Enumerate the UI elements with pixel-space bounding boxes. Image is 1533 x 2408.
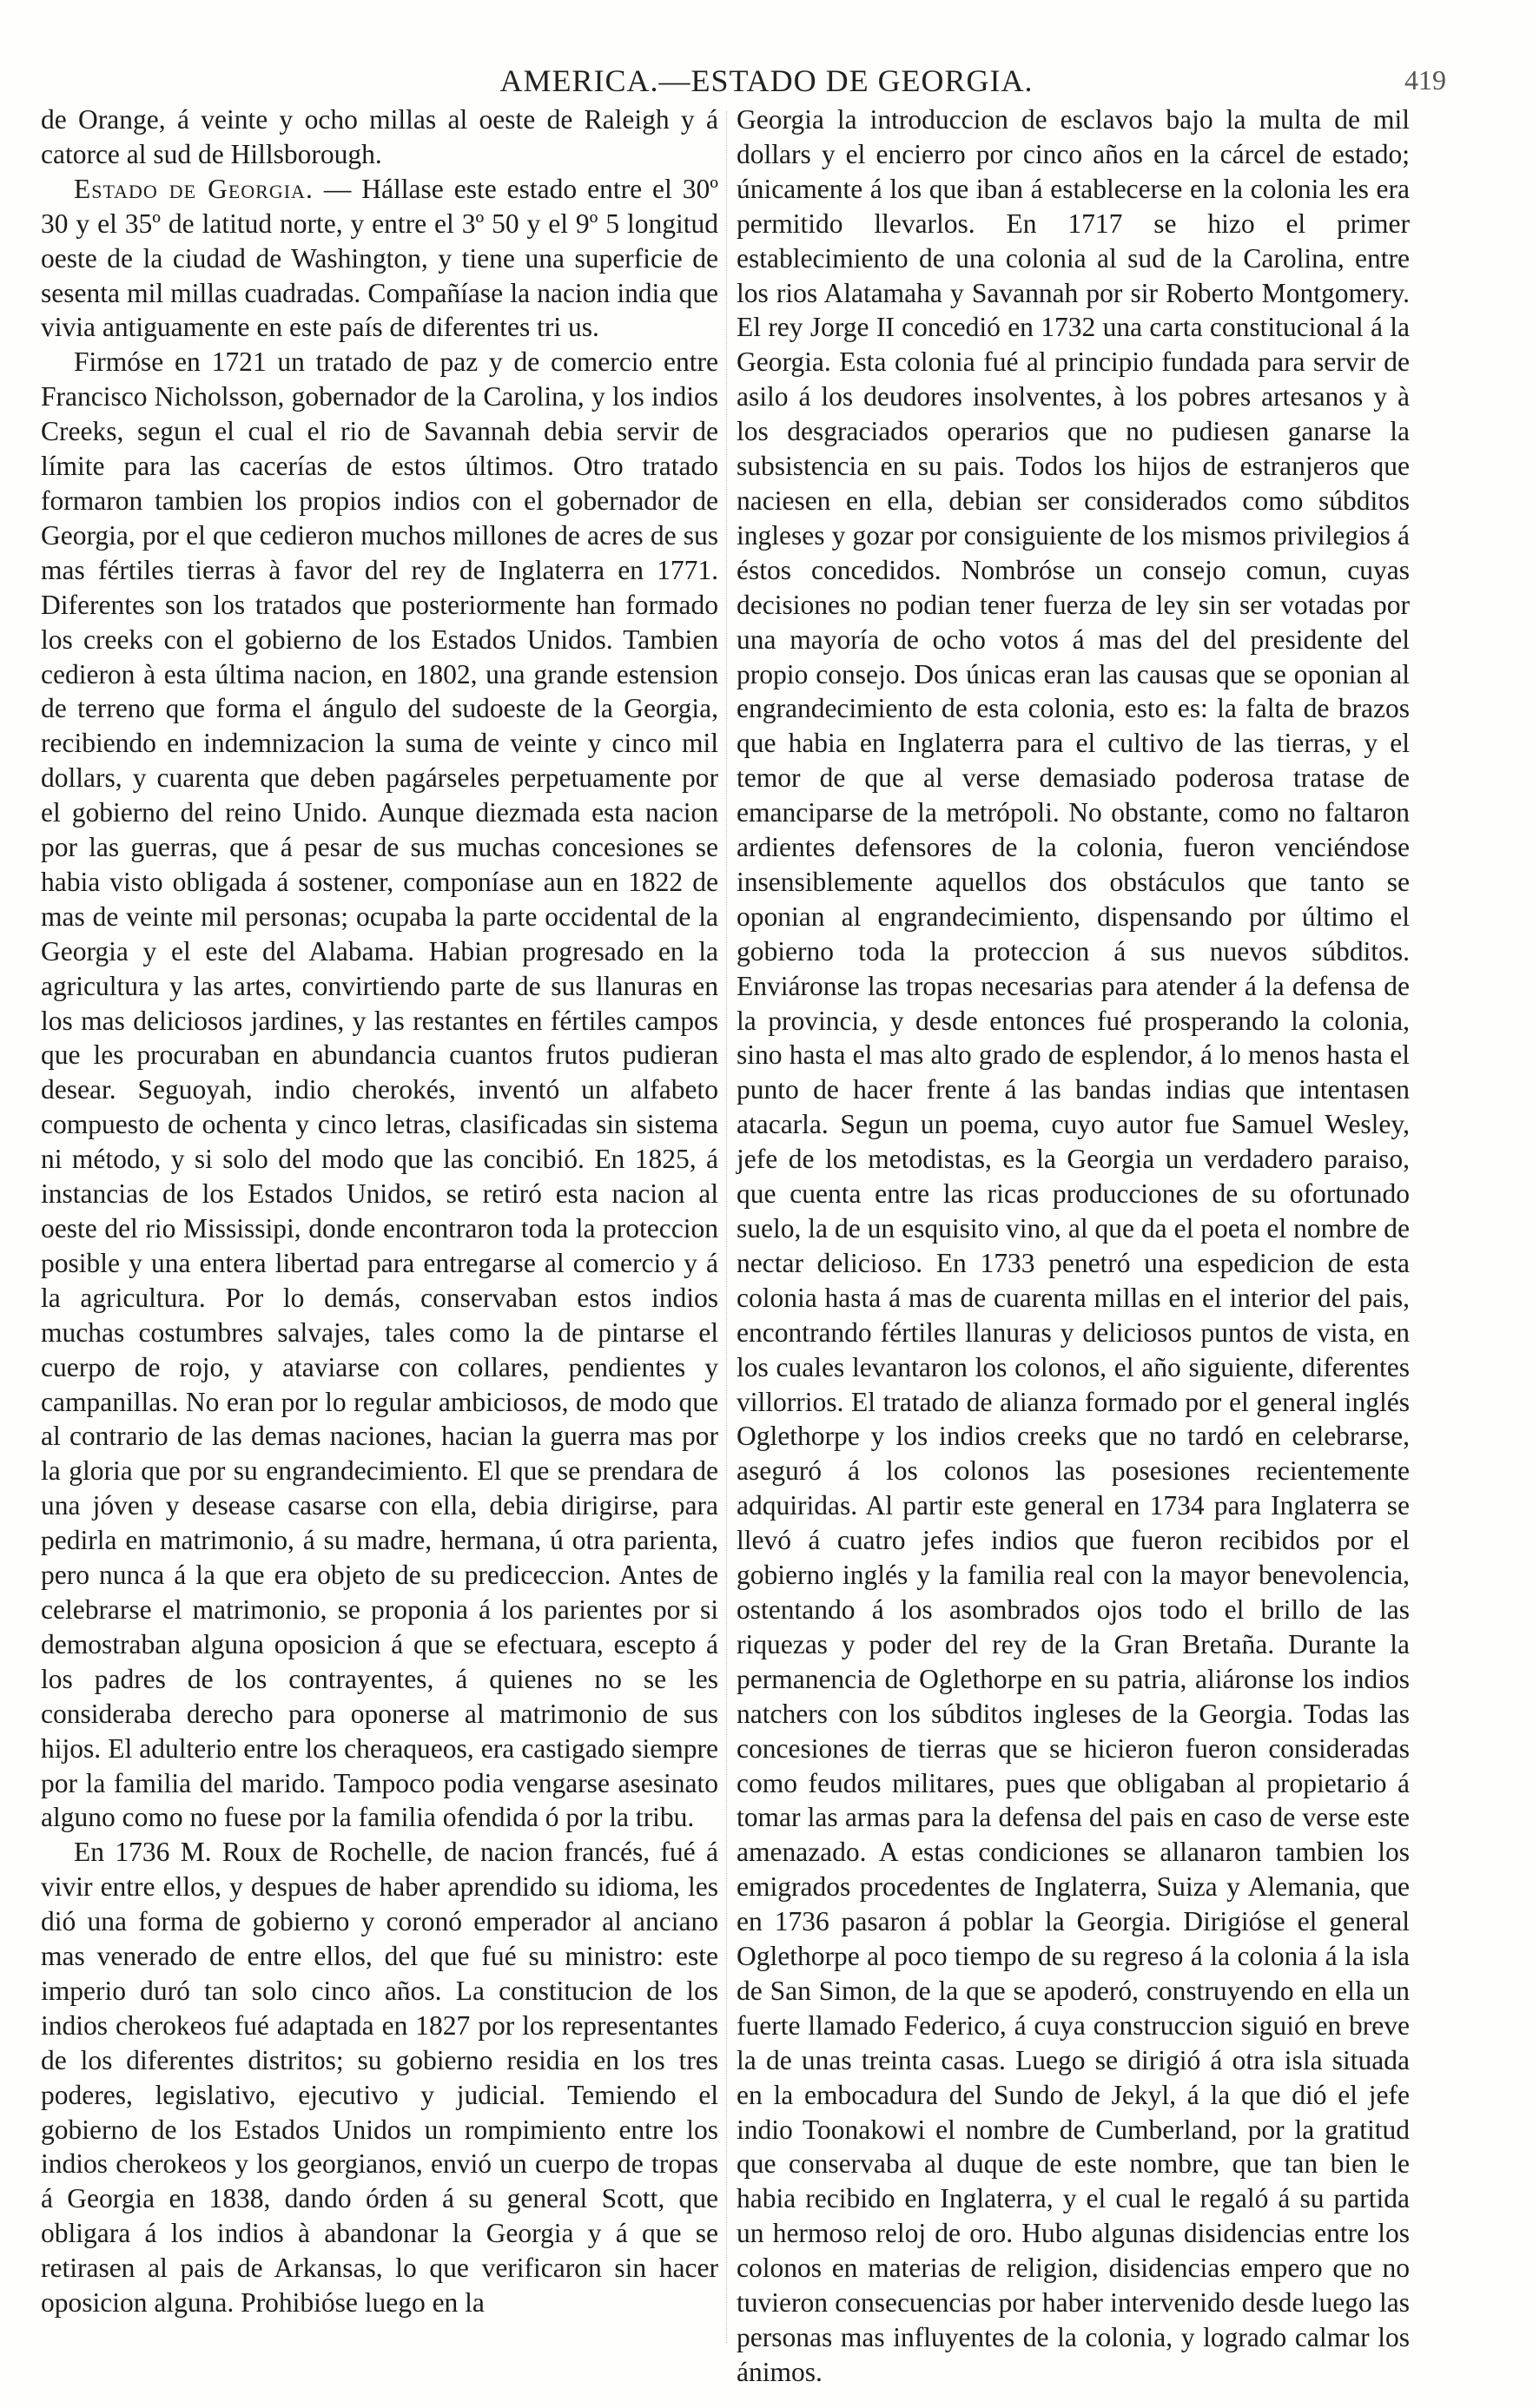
running-header: AMERICA.—ESTADO DE GEORGIA. [499, 63, 1034, 98]
page-number: 419 [1404, 64, 1446, 96]
paragraph-colony: Georgia la introduccion de esclavos bajo la multa de mil dollars y el encierro por cinco años en la cárcel de estado; únicamente á los que iban á establecerse en la colonia les era permitido llevarlos. En 1717 se hizo el primer establecimiento de una colonia al sud de la Carolina, entre los rios Alatamaha y Savannah por sir Roberto Montgomery. El rey Jorge II concedió en 1732 una carta constitucional á la Georgia. Esta colonia fué al principio fundada para servir de asilo á los deudores insolventes, à los pobres artesanos y à los desgraciados operarios que no pudiesen ganarse la subsistencia en su pais. Todos los hijos de estranjeros que naciesen en ella, debian ser considerados como súbditos ingleses y gozar por consiguiente de los mismos privilegios á éstos concedidos. Nombróse un consejo comun, cuyas decisiones no podian tener fuerza de ley sin ser votadas por una mayoría de ocho votos á mas del del presidente del propio consejo. Dos únicas eran las causas que se oponian al engrandecimiento de esta colonia, esto es: la falta de brazos que habia en Inglaterra para el cultivo de las tierras, y el temor de que al verse demasiado poderosa tratase de emanciparse de la metrópoli. No obstante, como no faltaron ardientes defensores de la colonia, fueron venciéndose insensiblemente aquellos dos obstáculos que tanto se oponian al engrandecimiento, dispensando por último el gobierno toda la proteccion á sus nuevos súbditos. Enviáronse las tropas necesarias para atender á la defensa de la provincia, y desde entonces fué prosperando la colonia, sino hasta el mas alto grado de esplendor, á lo menos hasta el punto de hacer frente á las bandas indias que intentasen atacarla. Segun un poema, cuyo autor fue Samuel Wesley, jefe de los metodistas, es la Georgia un verdadero paraiso, que cuenta entre las ricas producciones de su ofortunado suelo, la de un esquisito vino, al que da el poeta el nombre de nectar delicioso. En 1733 penetró una espedicion de esta colonia hasta á mas de cuarenta millas en el interior del pais, encontrando fértiles llanuras y deliciosos puntos de vista, en los cuales levantaron los colonos, el año siguiente, diferentes villorrios. El tratado de alianza formado por el general inglés Oglethorpe y los indios creeks que no tardó en celebrarse, aseguró á los colonos las posesiones recientemente adquiridas. Al partir este general en 1734 para Inglaterra se llevó á cuatro jefes indios que fueron recibidos por el gobierno inglés y la familia real con la mayor benevolencia, ostentando á los asombrados ojos todo el brillo de las riquezas y poder del rey de la Gran Bretaña. Durante la permanencia de Oglethorpe en su patria, aliáronse los indios natchers con los súbditos ingleses de la Georgia. Todas las concesiones de tierras que se hicieron fueron consideradas como feudos militares, pues que obligaban al propietario á tomar las armas para la defensa del pais en caso de verse este amenazado. A estas condiciones se allanaron tambien los emigrados procedentes de Inglaterra, Suiza y Alemania, que en 1736 pasaron á poblar la Georgia. Dirigióse el general Oglethorpe al poco tiempo de su regreso á la colonia á la isla de San Simon, de la que se apoderó, construyendo en ella un fuerte llamado Federico, á cuya construccion siguió en breve la de unas treinta casas. Luego se dirigió á otra isla situada en la embocadura del Sundo de Jekyl, á la que dió el jefe indio Toonakowi el nombre de Cumberland, por la gratitud que conservaba al duque de este nombre, que tan bien le habia recibido en Inglaterra, y el cual le regaló á su partida un hermoso reloj de oro. Hubo algunas disidencias entre los colonos en materias de religion, disidencias empero que no tuvieron consecuencias por haber intervenido desde luego las personas mas influyentes de la colonia, y logrado calmar los ánimos. [737, 104, 1410, 2387]
right-column [737, 102, 1410, 2390]
column-divider [726, 111, 727, 2343]
paragraph-orange: de Orange, á veinte y ocho millas al oeste de Raleigh y á catorce al sud de Hillsborough. [41, 104, 718, 169]
paragraph-rochelle: En 1736 M. Roux de Rochelle, de nacion francés, fué á vivir entre ellos, y despues de haber aprendido su idioma, les dió una forma de gobierno y coronó emperador al anciano mas venerado de entre ellos, del que fué su ministro: este imperio duró tan solo cinco años. La constitucion de los indios cherokeos fué adaptada en 1827 por los representantes de los diferentes distritos; su gobierno residia en los tres poderes, legislativo, ejecutivo y judicial. Temiendo el gobierno de los Estados Unidos un rompimiento entre los indios cherokeos y los georgianos, envió un cuerpo de tropas á Georgia en 1838, dando órden á su general Scott, que obligara á los indios à abandonar la Georgia y á que se retirasen al pais de Arkansas, lo que verificaron sin hacer oposicion alguna. Prohibióse luego en la [41, 1837, 718, 2319]
paragraph-georgia-intro [41, 172, 718, 346]
paragraph-georgia-body: — Hállase este estado entre el 30º 30 y el 35º de latitud norte, y entre el 3º 50 y el 9º 5 longitud oeste de la ciudad de Washington, y tiene una superficie de sesenta mil millas cuadradas. Compañíase la nacion india que vivia antiguamente en este país de diferentes tri us. [41, 173, 719, 343]
section-heading-georgia: Estado de Georgia. [74, 173, 314, 204]
paragraph-treaties: Firmóse en 1721 un tratado de paz y de comercio entre Francisco Nicholsson, gobernador de la Carolina, y los indios Creeks, segun el cual el rio de Savannah debia servir de límite para las cacerías de estos últimos. Otro tratado formaron tambien los propios indios con el gobernador de Georgia, por el que cedieron muchos millones de acres de sus mas fértiles tierras à favor del rey de Inglaterra en 1771. Diferentes son los tratados que posteriormente han formado los creeks con el gobierno de los Estados Unidos. Tambien cedieron à esta última nacion, en 1802, una grande estension de terreno que forma el ángulo del sudoeste de la Georgia, recibiendo en indemnizacion la suma de veinte y cinco mil dollars, y cuarenta que deben pagárseles perpetuamente por el gobierno del reino Unido. Aunque diezmada esta nacion por las guerras, que á pesar de sus muchas concesiones se habia visto obligada á sostener, componíase aun en 1822 de mas de veinte mil personas; ocupaba la parte occidental de la Georgia y el este del Alabama. Habian progresado en la agricultura y las artes, convirtiendo parte de sus llanuras en los mas deliciosos jardines, y las restantes en fértiles campos que les procuraban en abundancia cuantos frutos pudieran desear. Seguoyah, indio cherokés, inventó un alfabeto compuesto de ochenta y cinco letras, clasificadas sin sistema ni método, y si solo del modo que las concibió. En 1825, á instancias de los Estados Unidos, se retiró esta nacion al oeste del rio Mississipi, donde encontraron toda la proteccion posible y una entera libertad para entregarse al comercio y á la agricultura. Por lo demás, conservaban estos indios muchas costumbres salvajes, tales como la de pintarse el cuerpo de rojo, y ataviarse con collares, pendientes y campanillas. No eran por lo regular ambiciosos, de modo que al contrario de las demas naciones, hacian la guerra mas por la gloria que por su engrandecimiento. El que se prendara de una jóven y desease casarse con ella, debia dirigirse, para pedirla en matrimonio, á su madre, hermana, ú otra parienta, pero nunca á la que era objeto de su prediceccion. Antes de celebrarse el matrimonio, se proponia á los parientes por si demostraban alguna oposicion á que se efectuara, escepto á los padres de los contrayentes, á quienes no se les consideraba derecho para oponerse al matrimonio de sus hijos. El adulterio entre los cheraqueos, era castigado siempre por la familia del marido. Tampoco podia vengarse asesinato alguno como no fuese por la familia ofendida ó por la tribu. [41, 346, 718, 1833]
left-column [41, 102, 718, 2320]
